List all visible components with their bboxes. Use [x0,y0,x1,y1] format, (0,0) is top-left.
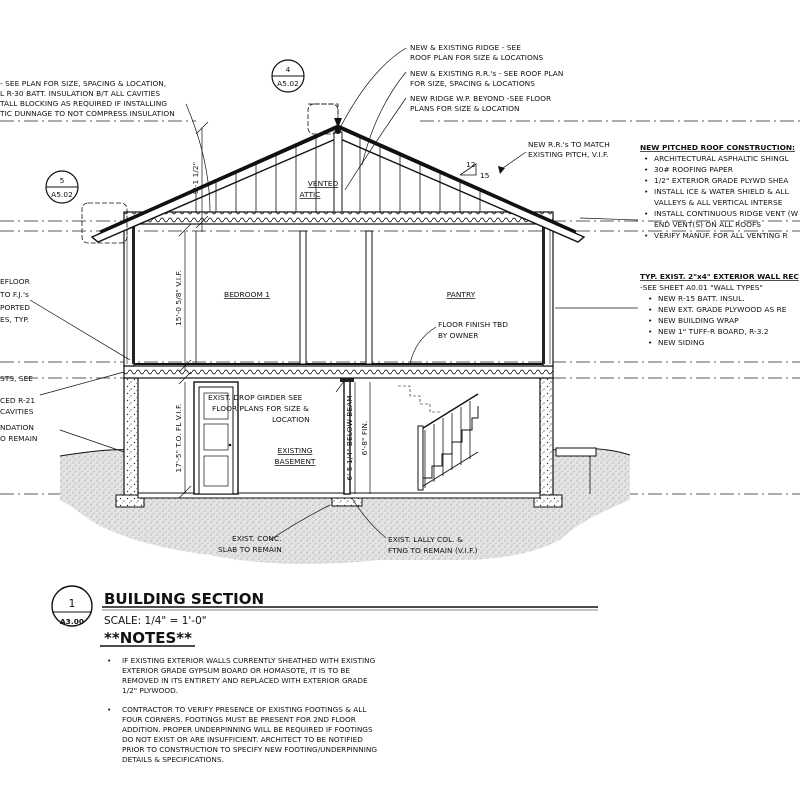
roof-item: END VENT(S) ON ALL ROOFS [654,220,761,229]
pitch-rise: 12 [466,160,476,169]
note-ridge-wp-2: PLANS FOR SIZE & LOCATION [410,104,520,113]
note-joists-3: CAVITIES [0,407,34,416]
note-rafters-1: NEW & EXISTING R.R.'s - SEE ROOF PLAN [410,69,564,78]
drawing-scale: SCALE: 1/4" = 1'-0" [104,615,207,627]
dim-finish: 6'-8" FIN. [360,420,369,456]
note-new-rafters-1: NEW R.R.'s TO MATCH [528,140,610,149]
dim-attic-height: 9'-1 1/2" [191,161,200,195]
roof-item-bullet: • [644,209,649,218]
wall-item: NEW BUILDING WRAP [658,316,739,325]
roof-item-bullet: • [644,187,649,196]
dim-basement-height: 17'-5" T.O. FL V.I.F. [174,403,183,473]
note-1-line: 1/2" PLYWOOD. [122,686,179,695]
section-marker-left-number: 5 [59,176,65,185]
note-ceiling-3: TALL BLOCKING AS REQUIRED IF INSTALLING [0,99,168,108]
drawing-title: BUILDING SECTION [104,590,265,608]
roof-construction-title: NEW PITCHED ROOF CONSTRUCTION: [640,143,795,152]
wall-item: NEW SIDING [658,338,705,347]
roof-item: 30# ROOFING PAPER [654,165,733,174]
note-foundation-2: O REMAIN [0,434,38,443]
roof-item: ARCHITECTURAL ASPHALTIC SHINGL [654,154,789,163]
pitch-run: 15 [480,171,490,180]
roof-item-bullet: • [644,231,649,240]
label-floor-finish-1: FLOOR FINISH TBD [438,320,509,329]
note-floor-2: TO F.J.'s [0,290,29,299]
note-2-line: CONTRACTOR TO VERIFY PRESENCE OF EXISTING FOOTINGS & ALL [122,705,367,714]
wall-item-bullet: • [648,294,653,303]
roof-item-bullet: • [644,165,649,174]
section-marker-top-sheet: A5.02 [277,79,299,88]
note-rafters-2: FOR SIZE, SPACING & LOCATIONS [410,79,536,88]
note-bullet: • [107,656,112,665]
note-2-line: FOUR CORNERS. FOOTINGS MUST BE PRESENT FOR 2ND FLOOR [122,715,356,724]
title-block-number: 1 [68,598,76,610]
note-floor-3: PORTED [0,303,31,312]
label-slab-1: EXIST. CONC. [232,534,282,543]
note-ceiling-2: L R-30 BATT. INSULATION B/T ALL CAVITIES [0,89,161,98]
label-drop-girder-2: FLOOR PLANS FOR SIZE & [212,404,309,413]
roof-item-bullet: • [644,176,649,185]
note-1-line: IF EXISTING EXTERIOR WALLS CURRENTLY SHEATHED WITH EXISTING [122,656,376,665]
wall-item-bullet: • [648,327,653,336]
wall-item-bullet: • [648,338,653,347]
label-lally-1: EXIST. LALLY COL. & [388,535,463,544]
roof-item: VERIFY MANUF. FOR ALL VENTING R [654,231,788,240]
room-label-bedroom: BEDROOM 1 [223,290,271,299]
note-floor-4: ES, TYP. [0,315,30,324]
roof-item: INSTALL CONTINUOUS RIDGE VENT (W [654,209,799,218]
note-bullet: • [107,705,112,714]
label-floor-finish-2: BY OWNER [438,331,479,340]
wall-item-bullet: • [648,305,653,314]
note-2-line: PRIOR TO CONSTRUCTION TO SPECIFY NEW FOOTING/UNDERPINNING [122,745,377,754]
label-drop-girder-1: EXIST. DROP GIRDER SEE [208,393,303,402]
note-joists-1: STS, SEE [0,374,34,383]
room-label-pantry: PANTRY [446,290,476,299]
note-1-line: EXTERIOR GRADE GYPSUM BOARD OR HOMASOTE, IT IS TO BE [122,666,351,675]
wall-item: NEW R-15 BATT. INSUL. [658,294,745,303]
note-new-rafters-2: EXISTING PITCH, V.I.F. [528,150,609,159]
wall-sub: -SEE SHEET A0.01 "WALL TYPES" [640,283,763,292]
label-slab-2: SLAB TO REMAIN [218,545,282,554]
label-vented-attic-2: ATTIC [299,190,321,199]
note-joists-2: CED R-21 [0,396,36,405]
dim-first-floor-height: 15'-0 5/8" V.I.F. [174,269,183,327]
note-ridge-1: NEW & EXISTING RIDGE - SEE [410,43,521,52]
label-drop-girder-3: LOCATION [272,415,310,424]
note-2-line: DO NOT EXIST OR ARE INSUFFICIENT. ARCHITECT TO BE NOTIFIED [122,735,363,744]
room-label-basement-2: BASEMENT [274,457,316,466]
wall-title: TYP. EXIST. 2"x4" EXTERIOR WALL REC [640,272,799,281]
label-vented-attic-1: VENTED [307,179,339,188]
wall-item: NEW EXT. GRADE PLYWOOD AS RE [658,305,787,314]
section-marker-left-sheet: A5.02 [51,190,73,199]
notes-heading: **NOTES** [104,629,192,647]
room-label-basement-1: EXISTING [277,446,313,455]
note-ceiling-4: TIC DUNNAGE TO NOT COMPRESS INSULATION [0,109,175,118]
roof-item-bullet: • [644,154,649,163]
note-2-line: DETAILS & SPECIFICATIONS. [122,755,224,764]
roof-item: 1/2" EXTERIOR GRADE PLYWD SHEA [654,176,789,185]
note-ridge-2: ROOF PLAN FOR SIZE & LOCATIONS [410,53,544,62]
section-marker-top-number: 4 [285,65,291,74]
title-block-sheet: A3.00 [59,617,85,626]
roof-item: INSTALL ICE & WATER SHIELD & ALL [654,187,789,196]
note-1-line: REMOVED IN ITS ENTIRETY AND REPLACED WITH EXTERIOR GRADE [122,676,368,685]
dim-below-beam: 6'-5 1/4" BELOW BEAM [345,395,354,481]
note-floor-1: EFLOOR [0,277,30,286]
note-ridge-wp-1: NEW RIDGE W.P. BEYOND -SEE FLOOR [410,94,552,103]
note-foundation-1: NDATION [0,423,34,432]
label-lally-2: FTNG TO REMAIN (V.I.F.) [388,546,478,555]
wall-item-bullet: • [648,316,653,325]
note-ceiling-1: - SEE PLAN FOR SIZE, SPACING & LOCATION, [0,79,167,88]
note-2-line: ADDITION. PROPER UNDERPINNING WILL BE REQUIRED IF FOOTINGS [122,725,373,734]
wall-item: NEW 1" TUFF-R BOARD, R-3.2 [658,327,769,336]
roof-item: VALLEYS & ALL VERTICAL INTERSE [654,198,783,207]
